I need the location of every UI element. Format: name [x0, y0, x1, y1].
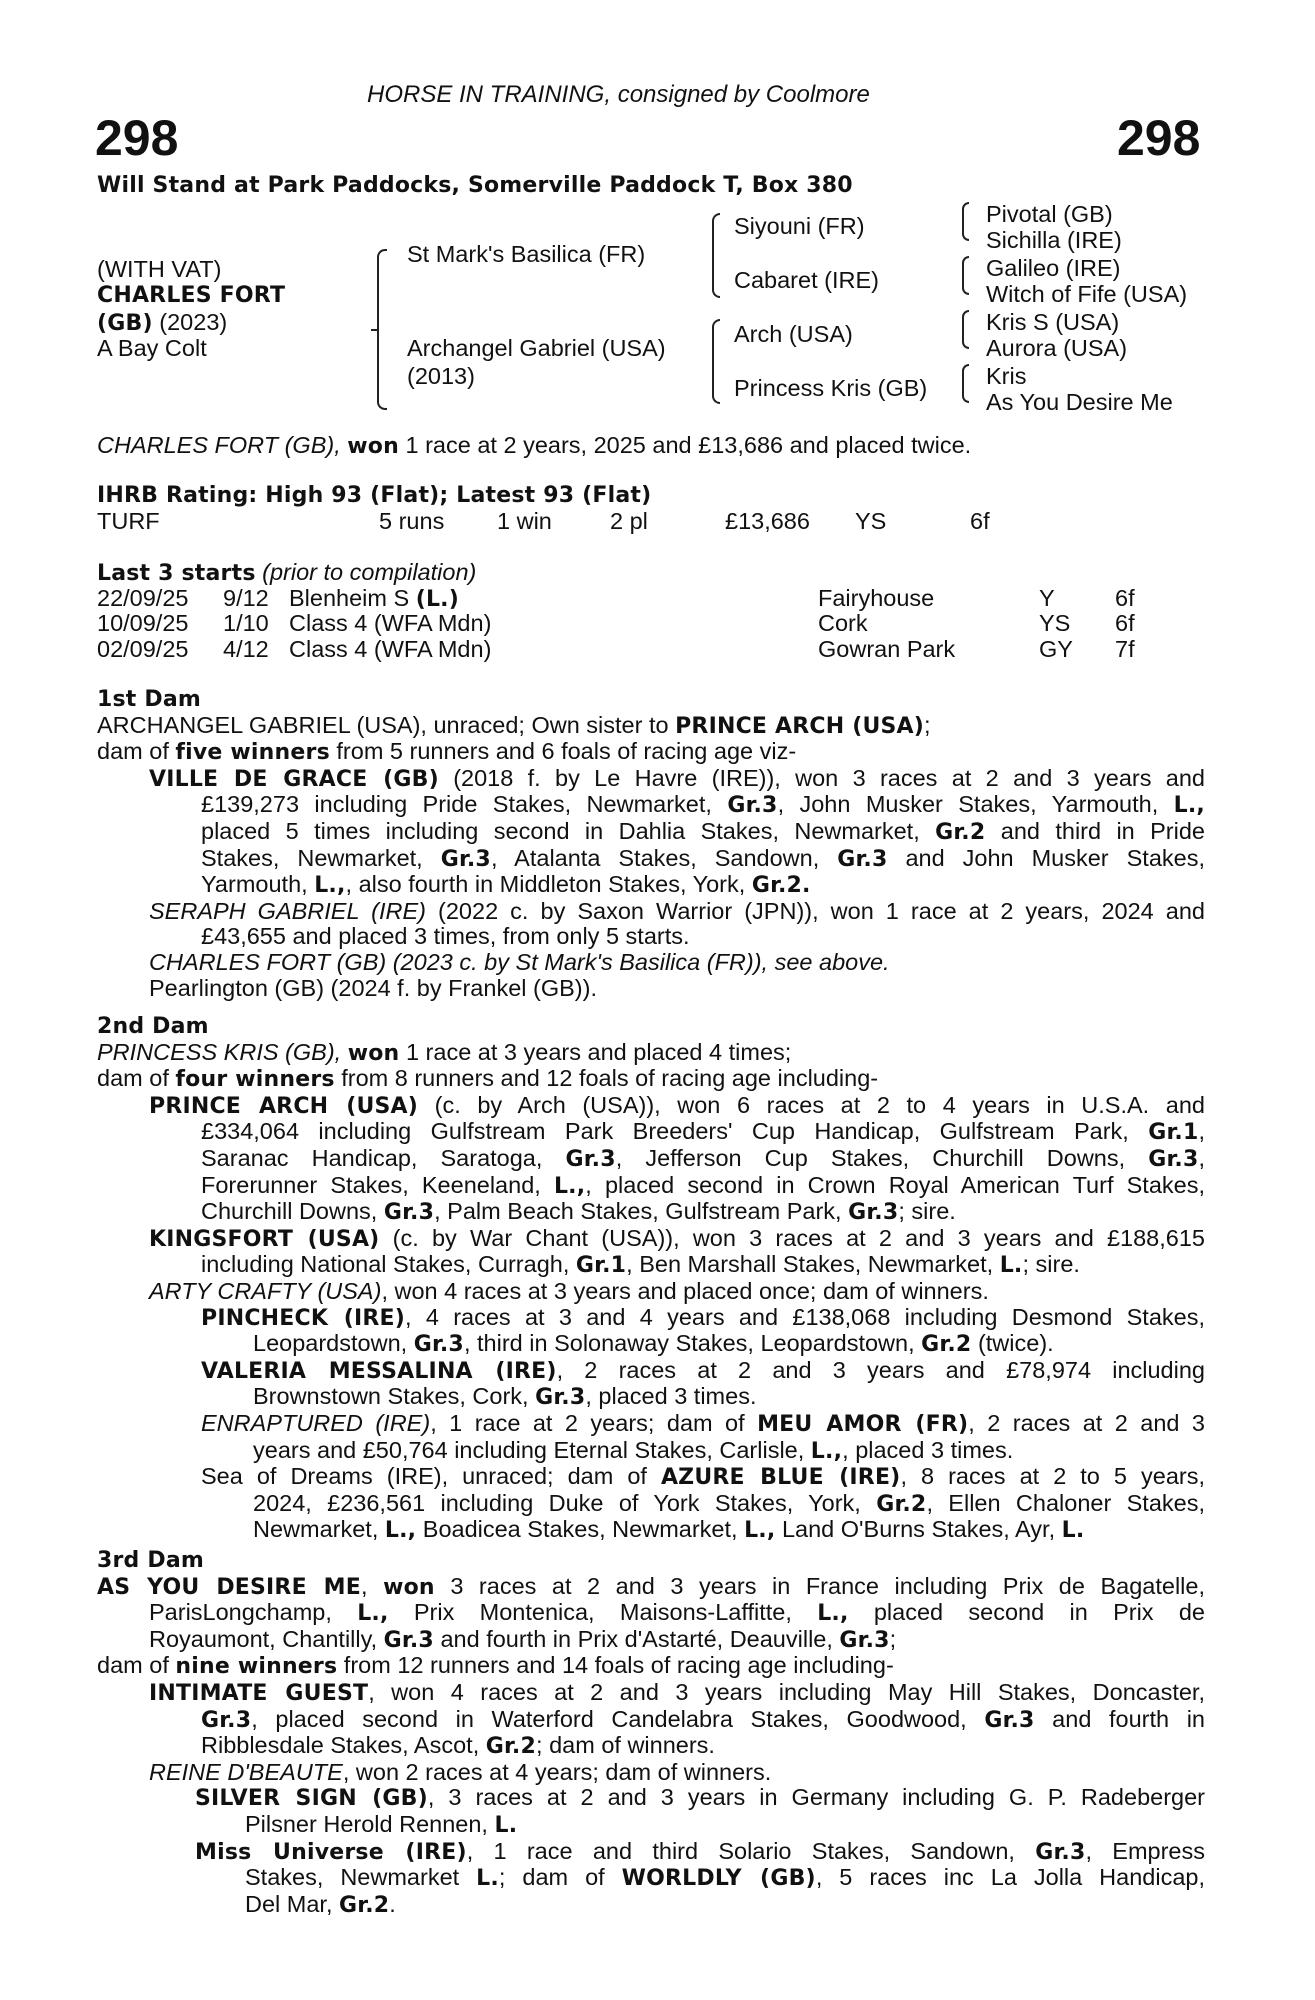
brace-3d-top [962, 364, 969, 384]
produce-sea-of-dreams: Sea of Dreams (IRE), unraced; dam of AZURE BLUE (IRE), 8 races at 2 to 5 years, [201, 1463, 1205, 1491]
produce-miss-universe-3: Del Mar, Gr.2. [245, 1890, 396, 1918]
second-dam-section [97, 1014, 1205, 1544]
last-starts-note: (prior to compilation) [262, 559, 477, 585]
third-dam-title: 3rd Dam [97, 1548, 204, 1573]
stand-location: Will Stand at Park Paddocks, Somerville Paddock T, Box 380 [97, 173, 853, 198]
start-race-name: Blenheim S [289, 585, 416, 611]
produce-reine-dbeaute: REINE D'BEAUTE, won 2 races at 4 years; dam of winners. [149, 1758, 772, 1785]
dam-brace-top [712, 319, 720, 361]
produce-miss-universe-2: Stakes, Newmarket L.; dam of WORLDLY (GB), 5 races inc La Jolla Handicap, [245, 1864, 1205, 1892]
produce-sea-of-dreams-3: Newmarket, L., Boadicea Stakes, Newmarket, L., Land O'Burns Stakes, Ayr, L. [253, 1516, 1085, 1544]
produce-ville-de-grace-3: placed 5 times including second in Dahlia Stakes, Newmarket, Gr.2 and third in Pride [201, 817, 1205, 845]
brace-3b-bottom [962, 275, 969, 295]
summary-horse: CHARLES FORT (GB), [97, 432, 341, 458]
produce-pincheck: PINCHECK (IRE), 4 races at 3 and 4 years and £138,068 including Desmond Stakes, [201, 1303, 1205, 1331]
dam-sire-dam: Aurora (USA) [986, 335, 1128, 361]
rating-runs: 5 runs [379, 508, 445, 534]
dam-brace-bottom [712, 360, 720, 404]
rating-placed: 2 pl [610, 508, 648, 534]
first-dam-title: 1st Dam [97, 687, 202, 712]
sire-sire-sire: Pivotal (GB) [986, 201, 1113, 227]
produce-silver-sign-2: Pilsner Herold Rennen, L. [245, 1810, 518, 1838]
start-course: Cork [818, 610, 868, 636]
lot-number-left: 298 [95, 110, 179, 166]
dam-dam: Princess Kris (GB) [734, 375, 928, 401]
sire-dam-sire: Galileo (IRE) [986, 255, 1121, 281]
last-starts-title: Last 3 starts [97, 561, 256, 586]
dam-dam-dam: As You Desire Me [986, 389, 1173, 415]
dam-year: (2013) [407, 363, 475, 389]
first-dam-produce: dam of five winners from 5 runners and 6 foals of racing age viz- [97, 738, 797, 766]
sire-dam: Cabaret (IRE) [734, 267, 879, 293]
start-position: 4/12 [223, 636, 269, 662]
start-race-grade: (L.) [415, 587, 459, 612]
produce-kingsfort: KINGSFORT (USA) (c. by War Chant (USA)), won 3 races at 2 and 3 years and £188,615 [149, 1224, 1205, 1252]
summary-won: won [347, 434, 399, 459]
brace-3a-top [962, 202, 969, 222]
produce-ville-de-grace-2: £139,273 including Pride Stakes, Newmarket, Gr.3, John Musker Stakes, Yarmouth, L., [201, 791, 1205, 819]
dam-sire: Arch (USA) [734, 321, 853, 347]
produce-intimate-guest: INTIMATE GUEST, won 4 races at 2 and 3 years including May Hill Stakes, Doncaster, [149, 1678, 1205, 1706]
produce-arty-crafty: ARTY CRAFTY (USA), won 4 races at 3 years and placed once; dam of winners. [149, 1277, 989, 1304]
rating-distance: 6f [970, 508, 990, 534]
summary-text: 1 race at 2 years, 2025 and £13,686 and placed twice. [398, 432, 972, 458]
start-course: Fairyhouse [818, 585, 935, 611]
start-going: YS [1039, 610, 1071, 636]
produce-prince-arch-2: £334,064 including Gulfstream Park Breeders' Cup Handicap, Gulfstream Park, Gr.1, [201, 1118, 1205, 1146]
sire-dam-dam: Witch of Fife (USA) [986, 281, 1188, 307]
produce-ville-de-grace-4: Stakes, Newmarket, Gr.3, Atalanta Stakes, Sandown, Gr.3 and John Musker Stakes, [201, 844, 1205, 872]
ihrb-rating: IHRB Rating: High 93 (Flat); Latest 93 (Flat) [97, 483, 652, 508]
dam-sire-sire: Kris S (USA) [986, 309, 1120, 335]
second-dam-line: PRINCESS KRIS (GB), won 1 race at 3 years and placed 4 times; [97, 1038, 792, 1066]
start-course: Gowran Park [818, 636, 956, 662]
second-dam-title: 2nd Dam [97, 1014, 209, 1039]
produce-enraptured: ENRAPTURED (IRE), 1 race at 2 years; dam of MEU AMOR (FR), 2 races at 2 and 3 [201, 1409, 1205, 1437]
horse-country: (GB) [97, 311, 153, 336]
pedigree-brace-top [377, 249, 387, 331]
sire-sire-dam: Sichilla (IRE) [986, 227, 1122, 253]
produce-charles-fort: CHARLES FORT (GB) (2023 c. by St Mark's Basilica (FR)), see above. [149, 948, 890, 975]
start-date: 22/09/25 [97, 585, 189, 611]
start-distance: 6f [1115, 585, 1135, 611]
produce-sea-of-dreams-2: 2024, £236,561 including Duke of York Stakes, York, Gr.2, Ellen Chaloner Stakes, [253, 1489, 1205, 1517]
start-date: 02/09/25 [97, 636, 189, 662]
brace-3b-top [962, 256, 969, 276]
start-distance: 6f [1115, 610, 1135, 636]
start-position: 1/10 [223, 610, 269, 636]
produce-prince-arch: PRINCE ARCH (USA) (c. by Arch (USA)), won 6 races at 2 to 4 years in U.S.A. and [149, 1091, 1205, 1119]
produce-valeria-messalina: VALERIA MESSALINA (IRE), 2 races at 2 and 3 years and £78,974 including [201, 1356, 1205, 1384]
produce-enraptured-2: years and £50,764 including Eternal Stakes, Carlisle, L.,, placed 3 times. [253, 1436, 1014, 1464]
produce-prince-arch-4: Forerunner Stakes, Keeneland, L.,, placed second in Crown Royal American Turf Stakes, [201, 1171, 1205, 1199]
sire-brace-bottom [712, 254, 720, 298]
rating-going: YS [855, 508, 887, 534]
rating-wins: 1 win [497, 508, 552, 534]
start-distance: 7f [1115, 636, 1135, 662]
horse-year: (2023) [159, 309, 228, 335]
produce-seraph-gabriel-2: £43,655 and placed 3 times, from only 5 starts. [201, 923, 690, 950]
produce-intimate-guest-3: Ribblesdale Stakes, Ascot, Gr.2; dam of winners. [201, 1732, 715, 1760]
second-dam-produce: dam of four winners from 8 runners and 12 foals of racing age including- [97, 1065, 879, 1093]
brace-3c-top [962, 310, 969, 330]
dam-dam-sire: Kris [986, 363, 1027, 389]
produce-prince-arch-3: Saranac Handicap, Saratoga, Gr.3, Jefferson Cup Stakes, Churchill Downs, Gr.3, [201, 1144, 1205, 1172]
start-date: 10/09/25 [97, 610, 189, 636]
produce-valeria-messalina-2: Brownstown Stakes, Cork, Gr.3, placed 3 times. [253, 1383, 757, 1411]
start-race: Class 4 (WFA Mdn) [289, 610, 492, 636]
sire-brace-top [712, 213, 720, 255]
sire-sire: Siyouni (FR) [734, 213, 865, 239]
start-position: 9/12 [223, 585, 269, 611]
horse-name: CHARLES FORT [97, 283, 286, 308]
lot-number-right: 298 [1117, 110, 1201, 166]
start-going: Y [1039, 585, 1055, 611]
produce-kingsfort-2: including National Stakes, Curragh, Gr.1, Ben Marshall Stakes, Newmarket, L.; sire. [201, 1251, 1080, 1279]
produce-pearlington: Pearlington (GB) (2024 f. by Frankel (GB)). [149, 974, 597, 1001]
horse-country-year [97, 310, 227, 337]
consignment-subtitle: HORSE IN TRAINING, consigned by Coolmore [367, 81, 870, 108]
produce-intimate-guest-2: Gr.3, placed second in Waterford Candelabra Stakes, Goodwood, Gr.3 and fourth in [201, 1705, 1205, 1733]
vat-note: (WITH VAT) [97, 256, 222, 282]
brace-3d-bottom [962, 383, 969, 403]
brace-3a-bottom [962, 221, 969, 241]
start-race: Class 4 (WFA Mdn) [289, 636, 492, 662]
rating-surface: TURF [97, 508, 160, 534]
third-dam-produce: dam of nine winners from 12 runners and 14 foals of racing age including- [97, 1652, 894, 1680]
third-dam-line: AS YOU DESIRE ME, won 3 races at 2 and 3 years in France including Prix de Bagatelle, [97, 1572, 1205, 1600]
produce-miss-universe: Miss Universe (IRE), 1 race and third Solario Stakes, Sandown, Gr.3, Empress [195, 1837, 1205, 1865]
last-starts-heading [97, 560, 476, 587]
sire: St Mark's Basilica (FR) [407, 241, 646, 267]
pedigree-brace-bottom [377, 331, 387, 410]
produce-pincheck-2: Leopardstown, Gr.3, third in Solonaway Stakes, Leopardstown, Gr.2 (twice). [253, 1330, 1054, 1358]
produce-ville-de-grace-5: Yarmouth, L.,, also fourth in Middleton Stakes, York, Gr.2. [201, 871, 811, 899]
third-dam-section [97, 1548, 1205, 1918]
horse-description: A Bay Colt [97, 335, 207, 361]
third-dam-line-3: Royaumont, Chantilly, Gr.3 and fourth in Prix d'Astarté, Deauville, Gr.3; [149, 1625, 897, 1653]
start-race [289, 586, 459, 613]
rating-earnings: £13,686 [725, 508, 810, 534]
first-dam-line: ARCHANGEL GABRIEL (USA), unraced; Own sister to PRINCE ARCH (USA); [97, 711, 931, 739]
start-going: GY [1039, 636, 1073, 662]
produce-seraph-gabriel: SERAPH GABRIEL (IRE) (2022 c. by Saxon Warrior (JPN)), won 1 race at 2 years, 2024 and [149, 897, 1205, 924]
third-dam-line-2: ParisLongchamp, L., Prix Montenica, Maisons-Laffitte, L., placed second in Prix de [149, 1599, 1205, 1627]
first-dam-section [97, 687, 1205, 1001]
brace-3c-bottom [962, 329, 969, 349]
race-summary [97, 433, 971, 460]
produce-ville-de-grace: VILLE DE GRACE (GB) (2018 f. by Le Havre (IRE)), won 3 races at 2 and 3 years and [149, 764, 1206, 792]
produce-silver-sign: SILVER SIGN (GB), 3 races at 2 and 3 years in Germany including G. P. Radeberger [195, 1784, 1205, 1812]
pedigree-brace-mid [371, 329, 377, 331]
produce-prince-arch-5: Churchill Downs, Gr.3, Palm Beach Stakes, Gulfstream Park, Gr.3; sire. [201, 1198, 956, 1226]
dam: Archangel Gabriel (USA) [407, 335, 666, 361]
